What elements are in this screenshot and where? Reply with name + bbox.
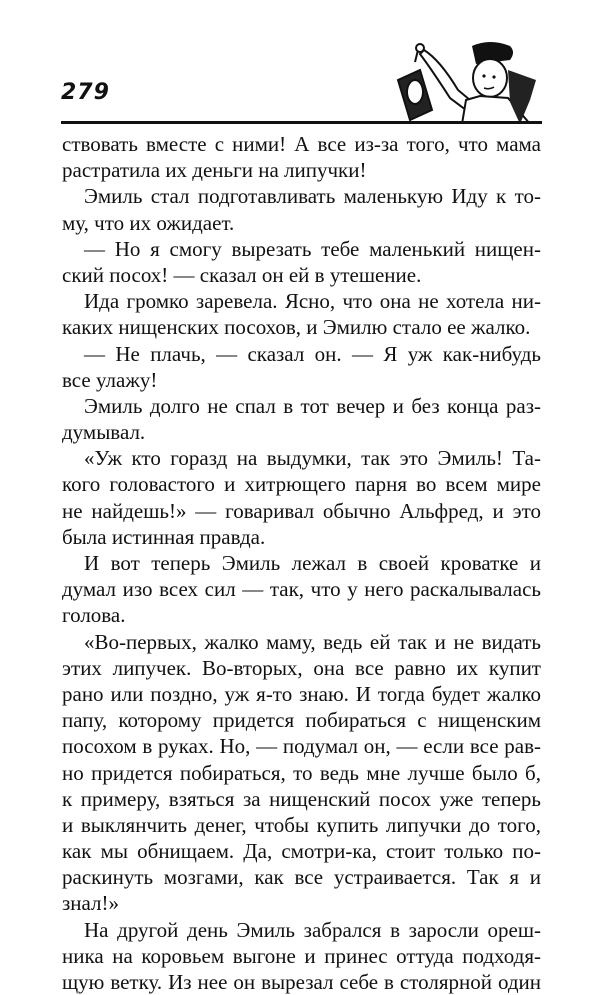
text-line: щую ветку. Из нее он вырезал себе в столярной один bbox=[62, 970, 541, 994]
text-line: кого головастого и хитрющего парня во всем мире bbox=[62, 472, 541, 497]
text-line: была истинная правда. bbox=[62, 524, 266, 549]
text-line: но придется побираться, то ведь мне лучше было б, bbox=[62, 760, 541, 785]
text-line: этих липучек. Во-вторых, она все равно их купит bbox=[62, 655, 541, 680]
text-line: рано или поздно, уж я-то знаю. И тогда будет жалко bbox=[62, 681, 541, 706]
text-line: На другой день Эмиль забрался в заросли ореш- bbox=[84, 917, 541, 942]
text-line: му, что их ожидает. bbox=[62, 210, 235, 235]
text-line: посохом в руках. Но, — подумал он, — если все рав- bbox=[62, 734, 541, 759]
text-line: думал изо всех сил — так, что у него раскалывалась bbox=[62, 577, 541, 602]
text-line: растратила их деньги на липучки! bbox=[62, 158, 367, 183]
text-line: как мы обнищаем. Да, смотри-ка, стоит только по- bbox=[62, 839, 541, 864]
body-text bbox=[62, 131, 541, 995]
text-line: знал!» bbox=[62, 891, 120, 916]
text-line: и выклянчить денег, чтобы купить липучки до того, bbox=[62, 812, 541, 837]
text-line: все улажу! bbox=[62, 367, 158, 392]
text-line: — Но я смогу вырезать тебе маленький нищен- bbox=[84, 236, 541, 261]
text-line: ствовать вместе с ними! А все из-за того, что мама bbox=[62, 132, 541, 156]
text-line: ский посох! — сказал он ей в утешение. bbox=[62, 262, 422, 287]
boy-with-lantern-illustration bbox=[380, 40, 540, 124]
text-line: голова. bbox=[62, 603, 126, 628]
text-line: думывал. bbox=[62, 420, 146, 445]
text-line: — Не плачь, — сказал он. — Я уж как-нибудь bbox=[84, 341, 541, 366]
text-line: не найдешь!» — говаривал обычно Альфред, и это bbox=[62, 498, 541, 523]
text-line: папу, которому придется побираться с нищенским bbox=[62, 708, 541, 733]
text-line: Ида громко заревела. Ясно, что она не хотела ни- bbox=[84, 289, 541, 314]
text-line: И вот теперь Эмиль лежал в своей кроватке и bbox=[84, 551, 541, 575]
text-line: Эмиль стал подготавливать маленькую Иду к то- bbox=[84, 184, 541, 209]
text-line: каких нищенских посохов, и Эмилю стало ее жалко. bbox=[62, 315, 531, 340]
page-number: 279 bbox=[61, 80, 110, 105]
text-line: Эмиль долго не спал в тот вечер и без конца раз- bbox=[84, 393, 541, 418]
header-rule bbox=[61, 121, 542, 124]
text-line: «Во-первых, жалко маму, ведь ей так и не видать bbox=[84, 629, 541, 654]
text-line: «Уж кто горазд на выдумки, так это Эмиль! Та- bbox=[84, 446, 541, 471]
text-line: раскинуть мозгами, как все устраивается. Так я и bbox=[62, 865, 541, 890]
text-line: к примеру, взяться за нищенский посох уже теперь bbox=[62, 786, 541, 811]
text-line: ника на коровьем выгоне и принес оттуда подходя- bbox=[62, 943, 541, 968]
